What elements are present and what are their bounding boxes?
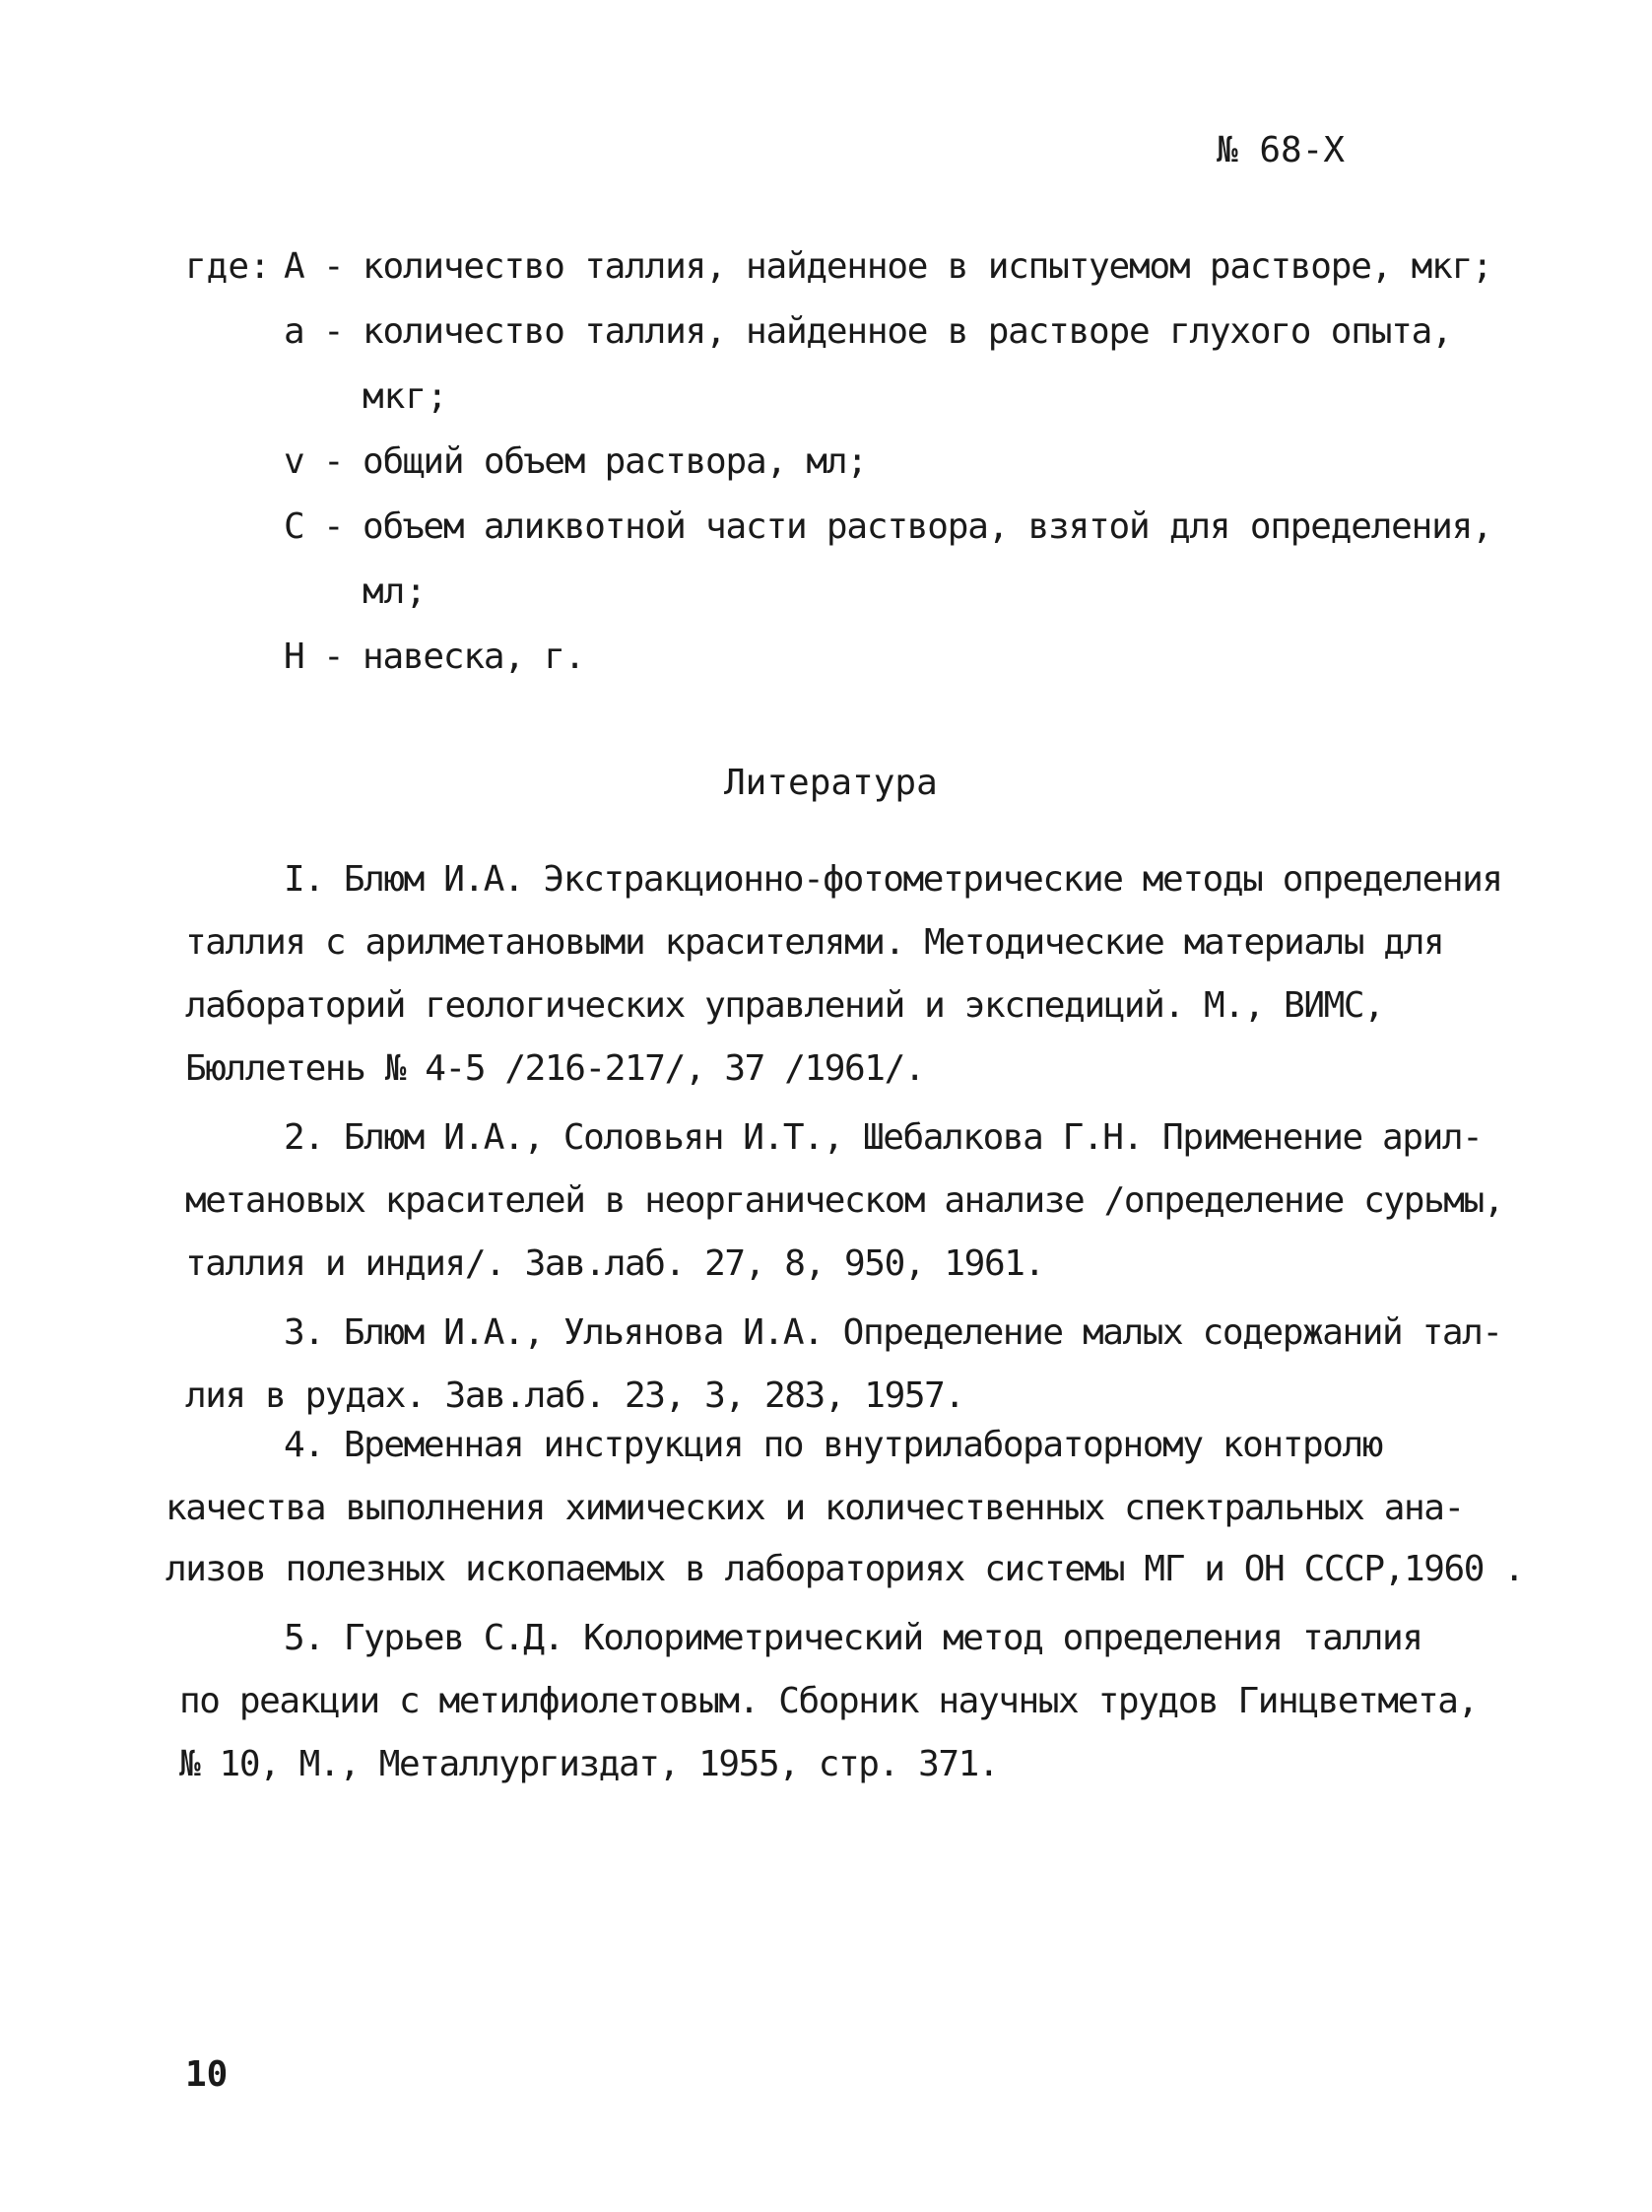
reference-line: таллия и индия/. Зав.лаб. 27, 8, 950, 1961.: [185, 1243, 1044, 1284]
variable-dash: -: [323, 246, 345, 287]
where-label: где:: [185, 246, 271, 287]
variable-symbol: а: [284, 311, 305, 352]
variable-symbol: Н: [284, 637, 305, 677]
reference-line: метановых красителей в неорганическом анализе /определение сурьмы,: [185, 1180, 1504, 1221]
reference-line: лизов полезных ископаемых в лабораториях системы МГ и ОН СССР,1960 .: [165, 1549, 1524, 1589]
reference-line: 4. Временная инструкция по внутрилабораторному контролю: [284, 1425, 1383, 1465]
reference-line: I. Блюм И.А. Экстракционно-фотометрические методы определения: [284, 859, 1502, 900]
reference-line: № 10, М., Металлургиздат, 1955, стр. 371.: [179, 1744, 999, 1784]
reference-line: 3. Блюм И.А., Ульянова И.А. Определение малых содержаний тал-: [284, 1312, 1502, 1353]
variable-symbol: А: [284, 246, 305, 287]
variable-definition: навеска, г.: [363, 637, 585, 677]
variable-dash: -: [323, 506, 345, 547]
reference-line: Бюллетень № 4-5 /216-217/, 37 /1961/.: [185, 1048, 925, 1089]
variable-definition-cont: мл;: [363, 571, 428, 612]
document-number: № 68-Х: [1217, 130, 1346, 170]
variable-definition: количество таллия, найденное в растворе глухого опыта,: [363, 311, 1452, 352]
reference-line: по реакции с метилфиолетовым. Сборник научных трудов Гинцветмета,: [179, 1681, 1478, 1721]
variable-definition: количество таллия, найденное в испытуемом растворе, мкг;: [363, 246, 1492, 287]
variable-dash: -: [323, 311, 345, 352]
variable-definition: общий объем раствора, мл;: [363, 441, 867, 482]
page-number: 10: [185, 2054, 229, 2095]
variable-definition: объем аликвотной части раствора, взятой для определения,: [363, 506, 1492, 547]
reference-line: лабораторий геологических управлений и экспедиций. М., ВИМС,: [185, 985, 1384, 1026]
reference-line: качества выполнения химических и количественных спектральных ана-: [165, 1488, 1464, 1528]
reference-line: 2. Блюм И.А., Соловьян И.Т., Шебалкова Г.Н. Применение арил-: [284, 1117, 1483, 1158]
variable-symbol: v: [284, 441, 305, 482]
variable-symbol: С: [284, 506, 305, 547]
reference-line: 5. Гурьев С.Д. Колориметрический метод определения таллия: [284, 1618, 1422, 1658]
variable-dash: -: [323, 637, 345, 677]
reference-line: таллия с арилметановыми красителями. Методические материалы для: [185, 922, 1444, 963]
reference-line: лия в рудах. Зав.лаб. 23, 3, 283, 1957.: [185, 1375, 964, 1416]
literature-heading: Литература: [724, 763, 938, 803]
variable-dash: -: [323, 441, 345, 482]
variable-definition-cont: мкг;: [363, 376, 448, 417]
